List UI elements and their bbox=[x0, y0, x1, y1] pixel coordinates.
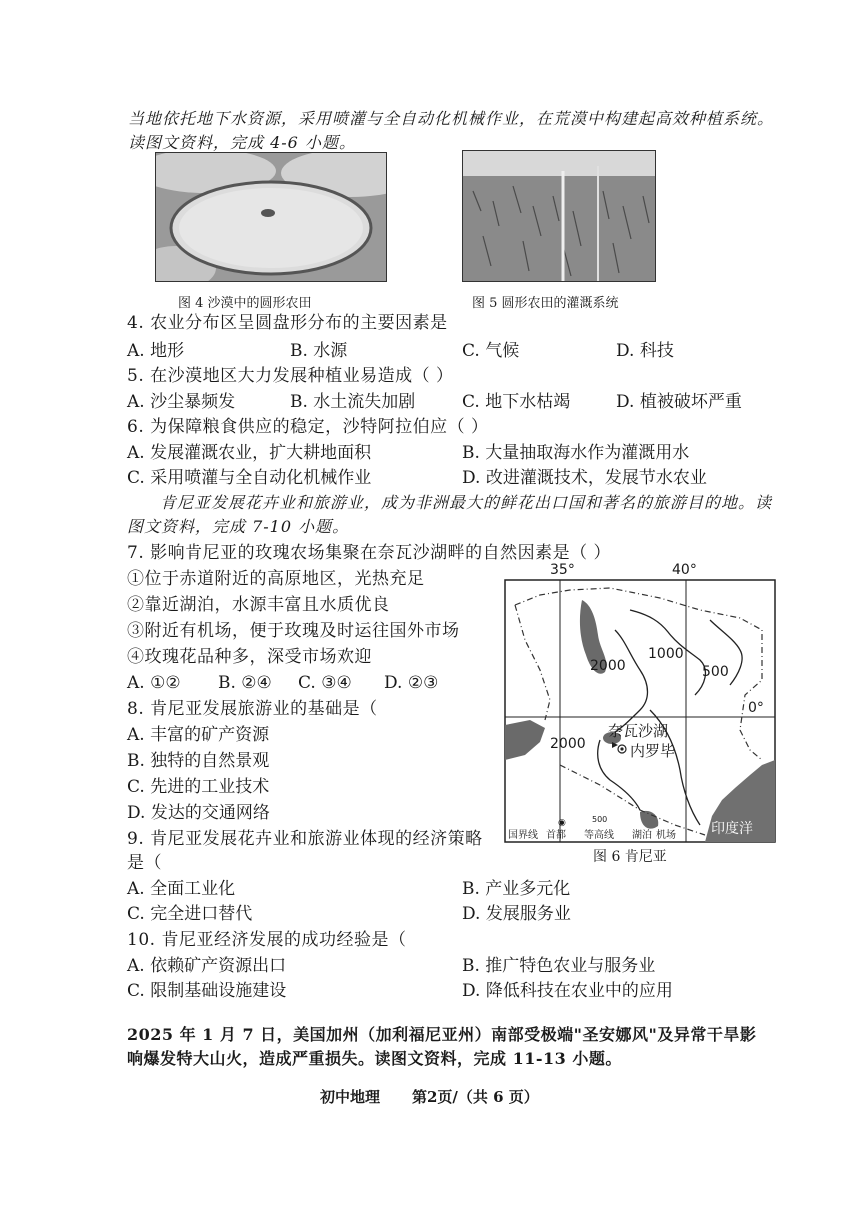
question-4-option-c: C. 气候 bbox=[462, 341, 520, 361]
question-9-option-d: D. 发展服务业 bbox=[462, 904, 571, 924]
question-5-option-b: B. 水土流失加剧 bbox=[290, 392, 416, 412]
question-6-stem: 6. 为保障粮食供应的稳定，沙特阿拉伯应（ ） bbox=[127, 417, 489, 437]
question-7-option-c: C. ③④ bbox=[298, 673, 352, 693]
kenya-intro-line-2: 图文资料，完成 7-10 小题。 bbox=[127, 517, 350, 536]
question-10-option-b: B. 推广特色农业与服务业 bbox=[462, 956, 656, 976]
question-6-option-c: C. 采用喷灌与全自动化机械作业 bbox=[127, 468, 372, 488]
figure-5-photo bbox=[462, 150, 656, 282]
map-legend bbox=[508, 815, 708, 841]
question-8-option-c: C. 先进的工业技术 bbox=[127, 777, 270, 797]
map-lon-40: 40° bbox=[672, 562, 697, 578]
question-5-option-d: D. 植被破坏严重 bbox=[616, 392, 742, 412]
question-6-option-b: B. 大量抽取海水作为灌溉用水 bbox=[462, 443, 690, 463]
map-contour-2000-south: 2000 bbox=[550, 736, 586, 752]
map-lake-naivasha-label: 奈瓦沙湖 bbox=[608, 722, 669, 740]
question-7-item-1: ①位于赤道附近的高原地区，光热充足 bbox=[127, 569, 425, 589]
wildfire-intro-line-2: 响爆发特大山火，造成严重损失。读图文资料，完成 11-13 小题。 bbox=[127, 1049, 622, 1068]
map-contour-2000-north: 2000 bbox=[590, 658, 626, 674]
footer-page-number: 第2页/（共 6 页） bbox=[412, 1088, 539, 1106]
question-10-option-a: A. 依赖矿产资源出口 bbox=[127, 956, 287, 976]
legend-lake-label: 湖泊 bbox=[632, 830, 652, 841]
question-6-option-a: A. 发展灌溉农业，扩大耕地面积 bbox=[127, 443, 372, 463]
footer-subject: 初中地理 bbox=[320, 1088, 381, 1106]
question-5-option-c: C. 地下水枯竭 bbox=[462, 392, 571, 412]
question-7-option-d: D. ②③ bbox=[384, 673, 439, 693]
question-8-stem: 8. 肯尼亚发展旅游业的基础是（ bbox=[127, 699, 378, 719]
question-9-stem-1: 9. 肯尼亚发展花卉业和旅游业体现的经济策略 bbox=[127, 829, 483, 849]
map-lat-0: 0° bbox=[748, 700, 764, 716]
question-10-option-d: D. 降低科技在农业中的应用 bbox=[462, 981, 673, 1001]
question-5-option-a: A. 沙尘暴频发 bbox=[127, 392, 236, 412]
question-7-stem: 7. 影响肯尼亚的玫瑰农场集聚在奈瓦沙湖畔的自然因素是（ ） bbox=[127, 543, 612, 563]
question-7-option-a: A. ①② bbox=[127, 673, 181, 693]
figure-6-caption: 图 6 肯尼亚 bbox=[593, 849, 667, 865]
legend-border-label: 国界线 bbox=[508, 830, 538, 841]
legend-capital-icon: ◉ bbox=[558, 818, 566, 828]
question-4-option-a: A. 地形 bbox=[127, 341, 185, 361]
question-10-option-c: C. 限制基础设施建设 bbox=[127, 981, 287, 1001]
intro-line-2: 读图文资料，完成 4-6 小题。 bbox=[128, 133, 356, 152]
legend-airport-label: 机场 bbox=[656, 830, 676, 841]
map-nairobi-label: 内罗毕 bbox=[630, 742, 676, 760]
legend-capital-label: 首都 bbox=[546, 830, 566, 841]
question-6-option-d: D. 改进灌溉技术，发展节水农业 bbox=[462, 468, 707, 488]
figure-4-caption: 图 4 沙漠中的圆形农田 bbox=[178, 296, 312, 311]
question-7-option-b: B. ②④ bbox=[218, 673, 272, 693]
map-contour-1000: 1000 bbox=[648, 646, 684, 662]
question-4-option-d: D. 科技 bbox=[616, 341, 674, 361]
question-4-stem: 4. 农业分布区呈圆盘形分布的主要因素是 bbox=[127, 313, 448, 333]
question-7-item-3: ③附近有机场，便于玫瑰及时运往国外市场 bbox=[127, 621, 460, 641]
kenya-map bbox=[500, 560, 780, 850]
question-4-option-b: B. 水源 bbox=[290, 341, 348, 361]
question-10-stem: 10. 肯尼亚经济发展的成功经验是（ bbox=[127, 930, 407, 950]
figure-4-photo bbox=[155, 152, 387, 282]
wildfire-intro-line-1: 2025 年 1 月 7 日，美国加州（加利福尼亚州）南部受极端"圣安娜风"及异常干旱影 bbox=[127, 1025, 757, 1044]
question-9-stem-2: 是（ bbox=[127, 853, 162, 873]
legend-contour-label: 等高线 bbox=[584, 830, 614, 841]
question-8-option-a: A. 丰富的矿产资源 bbox=[127, 725, 270, 745]
question-5-stem: 5. 在沙漠地区大力发展种植业易造成（ ） bbox=[127, 366, 454, 386]
legend-contour-value: 500 bbox=[592, 815, 608, 824]
figure-5-caption: 图 5 圆形农田的灌溉系统 bbox=[472, 296, 619, 311]
question-8-option-d: D. 发达的交通网络 bbox=[127, 803, 270, 823]
map-contour-500: 500 bbox=[702, 664, 729, 680]
map-ocean-label: 印度洋 bbox=[711, 821, 753, 837]
kenya-intro-line-1: 肯尼亚发展花卉业和旅游业，成为非洲最大的鲜花出口国和著名的旅游目的地。读 bbox=[160, 493, 773, 512]
question-9-option-b: B. 产业多元化 bbox=[462, 879, 571, 899]
question-7-item-4: ④玫瑰花品种多，深受市场欢迎 bbox=[127, 647, 372, 667]
question-9-option-a: A. 全面工业化 bbox=[127, 879, 236, 899]
map-lon-35: 35° bbox=[550, 562, 575, 578]
question-8-option-b: B. 独特的自然景观 bbox=[127, 751, 270, 771]
intro-line-1: 当地依托地下水资源，采用喷灌与全自动化机械作业，在荒漠中构建起高效种植系统。 bbox=[128, 109, 775, 128]
question-9-option-c: C. 完全进口替代 bbox=[127, 904, 253, 924]
question-7-item-2: ②靠近湖泊，水源丰富且水质优良 bbox=[127, 595, 390, 615]
